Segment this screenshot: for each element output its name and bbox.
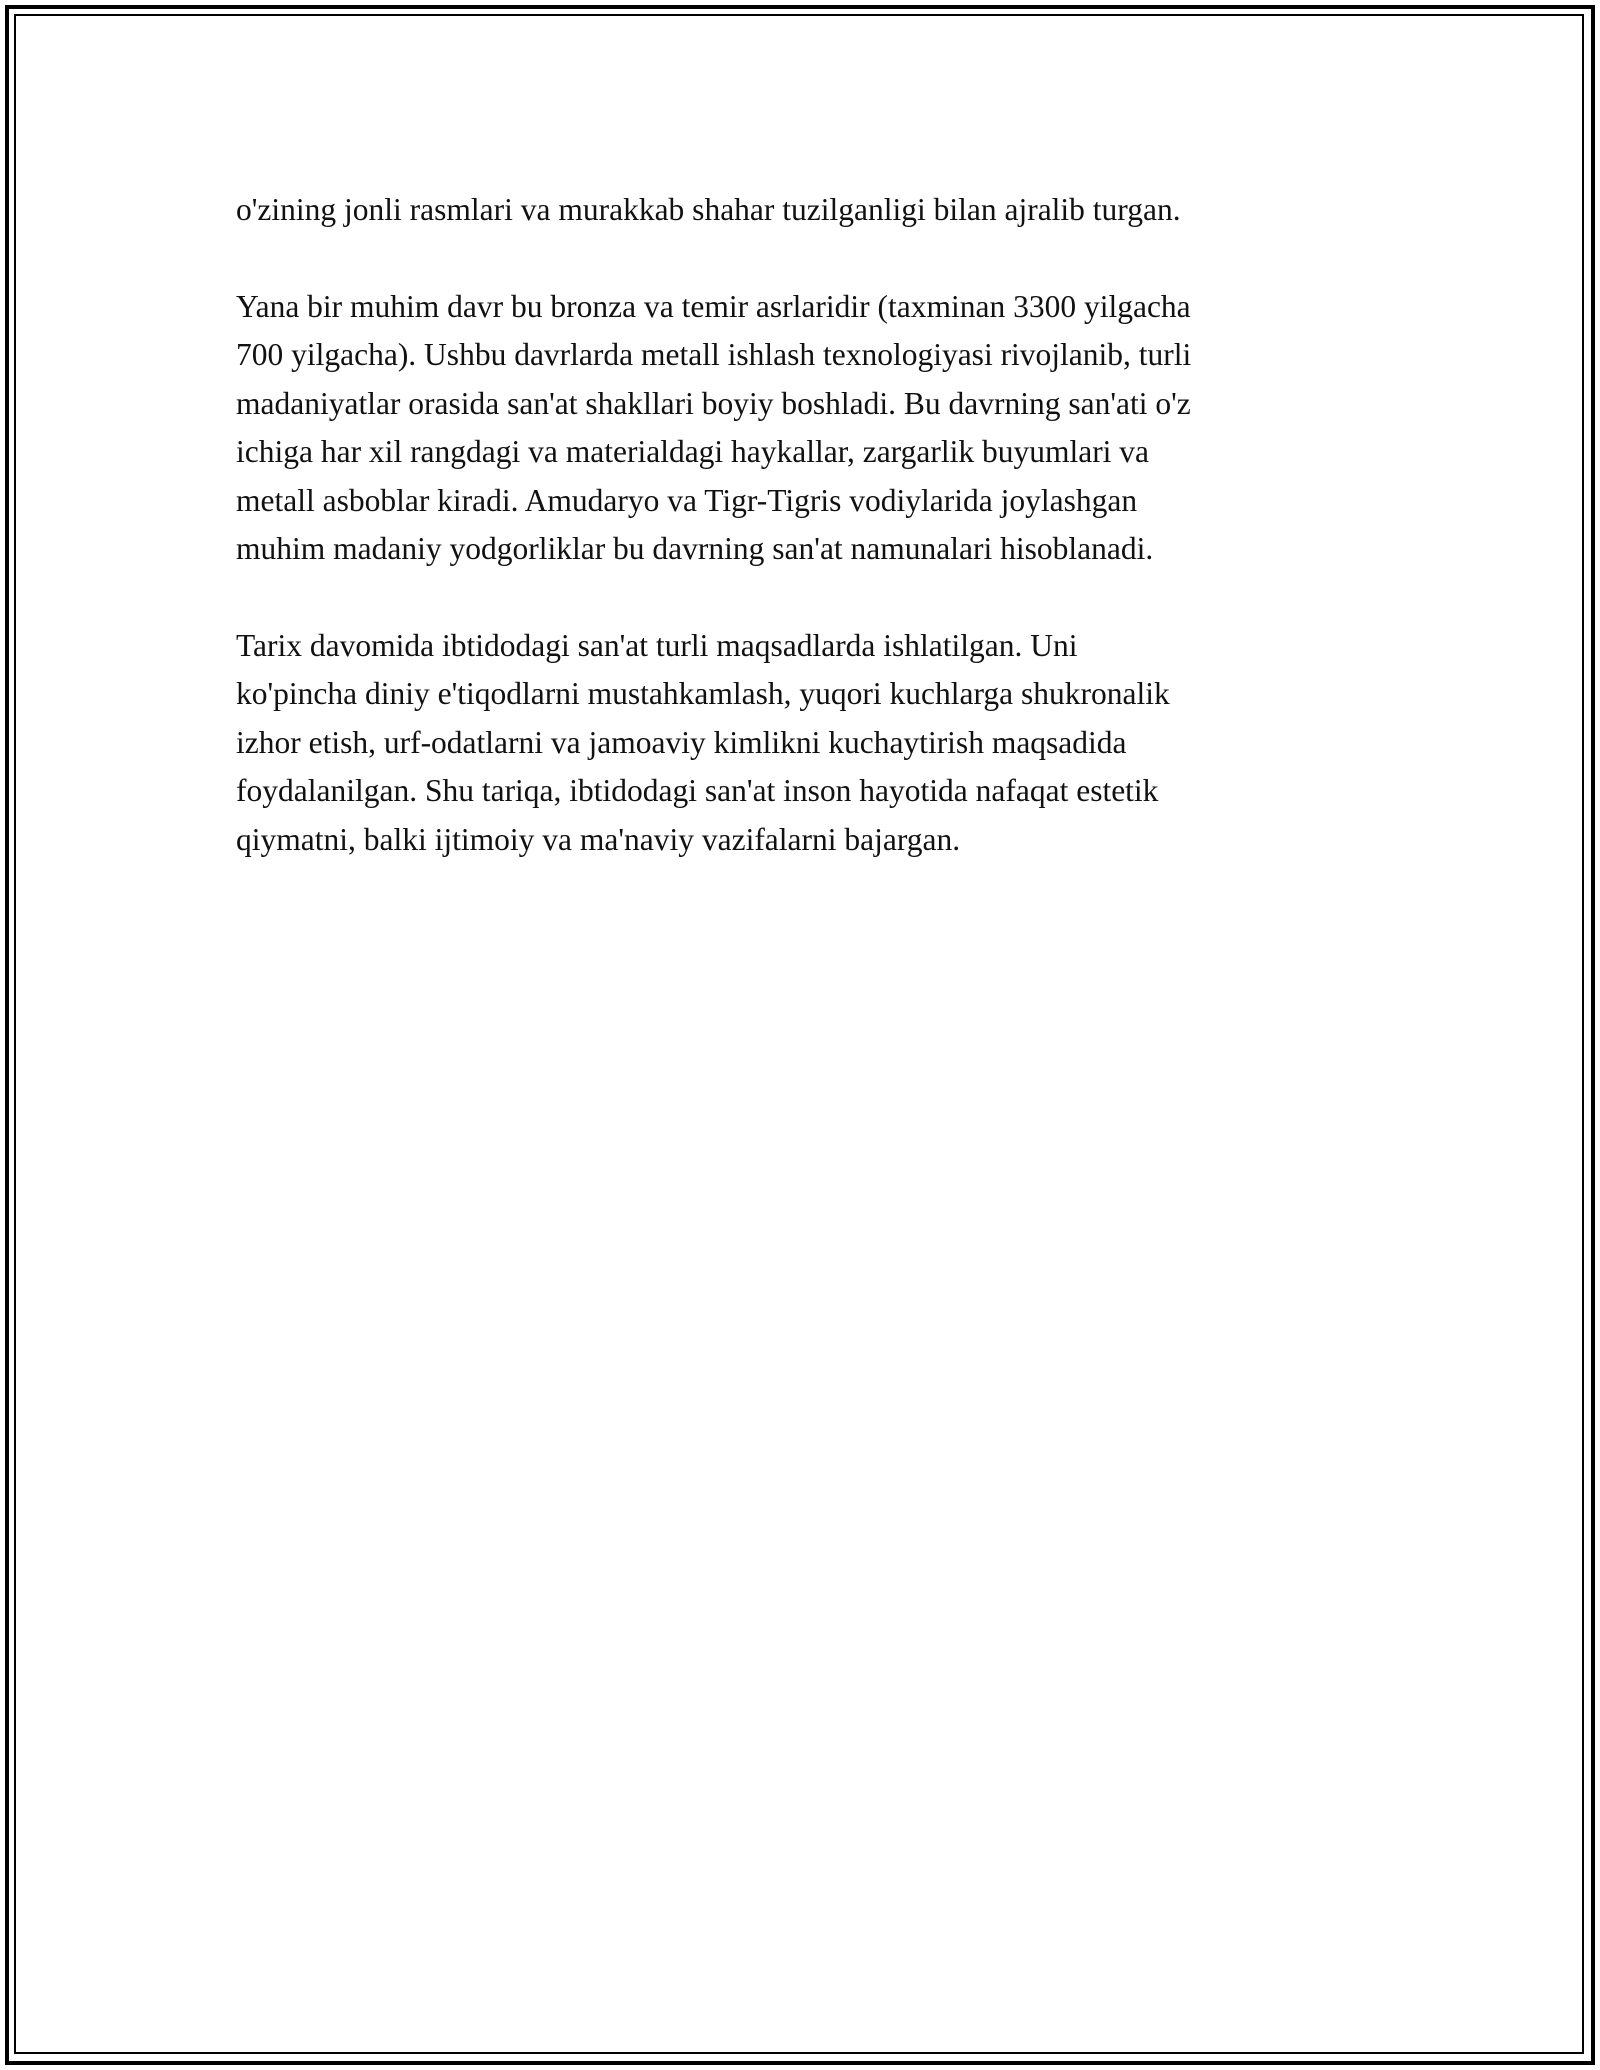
paragraph-3: Tarix davomida ibtidodagi san'at turli maqsadlarda ishlatilgan. Uni ko'pincha diniy e'tiqodlarni mustahkamlash, yuqori kuchlarga shukronalik izhor etish, urf-odatlarni va jamoaviy kimlikni kuchaytirish maqsadida foydalanilgan. Shu tariqa, ibtidodagi san'at inson hayotida nafaqat estetik qiymatni, balki ijtimoiy va ma'naviy vazifalarni bajargan. [236, 627, 1170, 857]
paragraph-2: Yana bir muhim davr bu bronza va temir asrlaridir (taxminan 3300 yilgacha 700 yilgacha). Ushbu davrlarda metall ishlash texnologiyasi rivojlanib, turli madaniyatlar orasida san'at shakllari boyiy boshladi. Bu davrning san'ati o'z ichiga har xil rangdagi va materialdagi haykallar, zargarlik buyumlari va metall asboblar kiradi. Amudaryo va Tigr-Tigris vodiylarida joylashgan muhim madaniy yodgorliklar bu davrning san'at namunalari hisoblanadi. [236, 288, 1192, 566]
document-body [236, 186, 1366, 912]
paragraph-1: o'zining jonli rasmlari va murakkab shahar tuzilganligi bilan ajralib turgan. [236, 192, 1181, 227]
